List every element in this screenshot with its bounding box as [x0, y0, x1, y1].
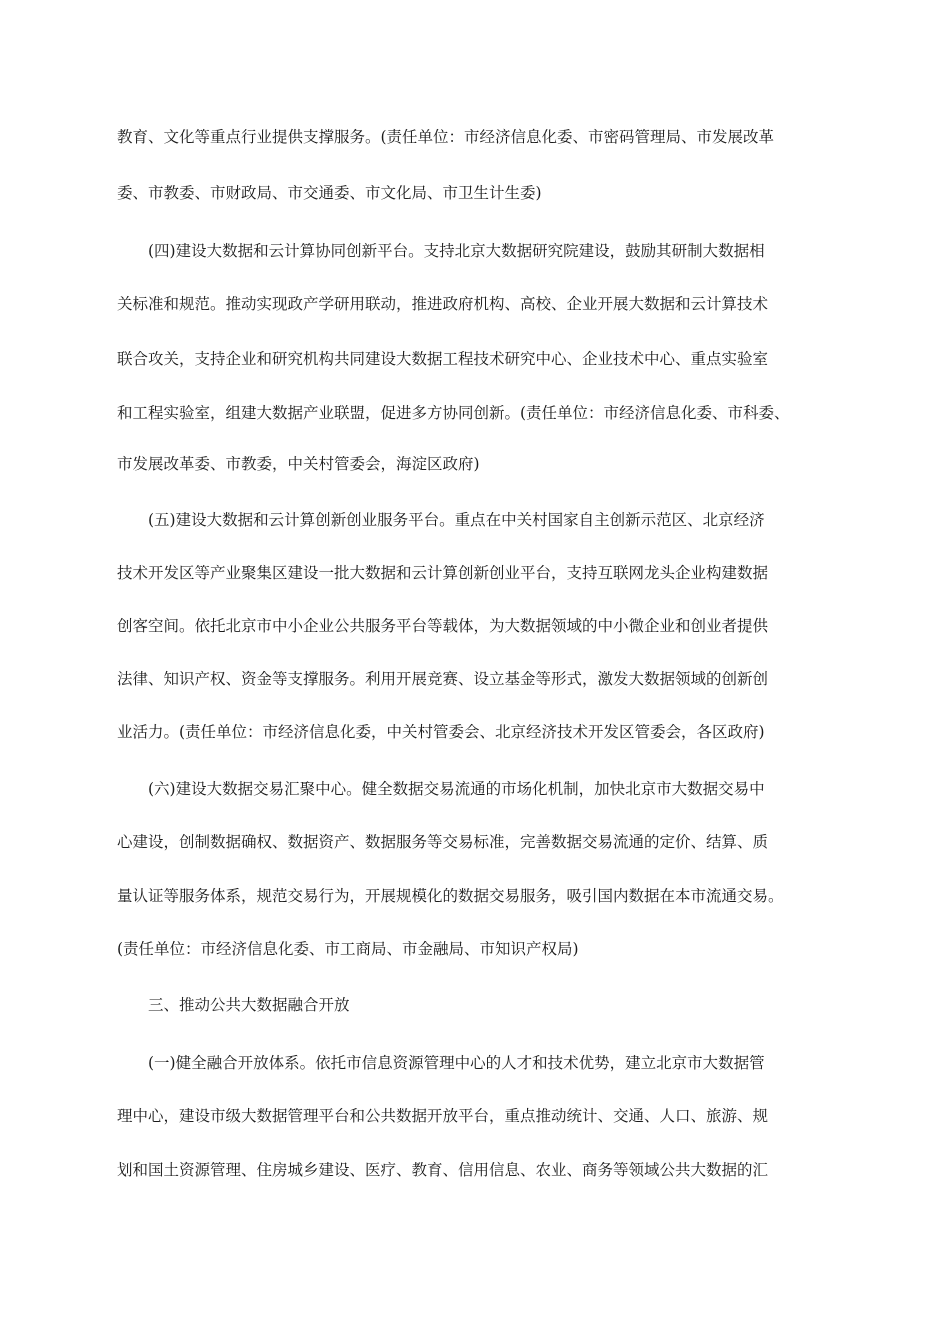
text-line: 业活力。(责任单位：市经济信息化委，中关村管委会、北京经济技术开发区管委会，各区政府): [117, 723, 765, 741]
text-line: 和工程实验室，组建大数据产业联盟，促进多方协同创新。(责任单位：市经济信息化委、市科委、: [117, 404, 790, 422]
text-line: (责任单位：市经济信息化委、市工商局、市金融局、市知识产权局): [117, 940, 579, 958]
text-line: 心建设，创制数据确权、数据资产、数据服务等交易标准，完善数据交易流通的定价、结算、质: [117, 833, 769, 851]
text-line: 联合攻关，支持企业和研究机构共同建设大数据工程技术研究中心、企业技术中心、重点实验室: [117, 350, 769, 368]
text-line: 理中心，建设市级大数据管理平台和公共数据开放平台，重点推动统计、交通、人口、旅游、规: [117, 1107, 769, 1125]
paragraph-start-line: (五)建设大数据和云计算创新创业服务平台。重点在中关村国家自主创新示范区、北京经济: [148, 511, 765, 529]
text-line: 教育、文化等重点行业提供支撑服务。(责任单位：市经济信息化委、市密码管理局、市发展改革: [117, 128, 775, 146]
text-line: 划和国土资源管理、住房城乡建设、医疗、教育、信用信息、农业、商务等领域公共大数据的汇: [117, 1161, 769, 1179]
paragraph-start-line: (四)建设大数据和云计算协同创新平台。支持北京大数据研究院建设，鼓励其研制大数据相: [148, 242, 765, 260]
text-line: 市发展改革委、市教委，中关村管委会，海淀区政府): [117, 455, 480, 473]
text-line: 关标准和规范。推动实现政产学研用联动，推进政府机构、高校、企业开展大数据和云计算技术: [117, 295, 769, 313]
paragraph-start-line: (六)建设大数据交易汇聚中心。健全数据交易流通的市场化机制，加快北京市大数据交易中: [148, 780, 765, 798]
section-heading: 三、推动公共大数据融合开放: [148, 996, 350, 1014]
text-line: 委、市教委、市财政局、市交通委、市文化局、市卫生计生委): [117, 184, 542, 202]
text-line: 量认证等服务体系，规范交易行为，开展规模化的数据交易服务，吸引国内数据在本市流通交易。: [117, 887, 784, 905]
text-line: 创客空间。依托北京市中小企业公共服务平台等载体，为大数据领域的中小微企业和创业者提供: [117, 617, 769, 635]
text-line: 技术开发区等产业聚集区建设一批大数据和云计算创新创业平台，支持互联网龙头企业构建数据: [117, 564, 769, 582]
text-line: 法律、知识产权、资金等支撑服务。利用开展竞赛、设立基金等形式，激发大数据领域的创新创: [117, 670, 769, 688]
paragraph-start-line: (一)健全融合开放体系。依托市信息资源管理中心的人才和技术优势，建立北京市大数据管: [148, 1054, 765, 1072]
